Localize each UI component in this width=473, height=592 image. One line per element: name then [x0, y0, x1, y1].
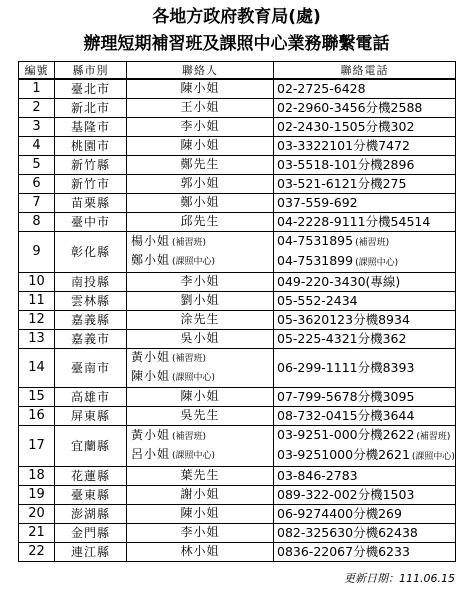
contact-line-note: (補習班)	[172, 353, 207, 364]
contact-line-text: 李小姐	[180, 274, 220, 288]
contact-line-text: 林小姐	[180, 544, 220, 558]
row-phone	[274, 291, 456, 310]
phone-line	[277, 311, 452, 328]
contact-line	[130, 505, 270, 522]
row-phone	[274, 212, 456, 231]
phone-line	[277, 175, 452, 192]
row-number: 8	[19, 212, 55, 231]
row-county: 高雄市	[55, 387, 127, 406]
row-contact	[127, 193, 274, 212]
row-county: 臺北市	[55, 79, 127, 98]
table-header-row	[19, 62, 456, 80]
row-number: 2	[19, 98, 55, 117]
phone-line	[277, 213, 452, 230]
contact-line-text: 涂先生	[180, 312, 220, 326]
row-phone	[274, 406, 456, 425]
row-contact	[127, 174, 274, 193]
phone-line-text: 08-732-0415分機3644	[277, 408, 415, 423]
row-number: 6	[19, 174, 55, 193]
contact-line-text: 楊小姐	[131, 233, 171, 248]
phone-line-text: 04-7531899	[277, 252, 354, 268]
contact-line-text: 陳小姐	[180, 389, 220, 403]
row-contact	[127, 542, 274, 561]
contact-line	[130, 213, 270, 230]
contact-line	[130, 292, 270, 309]
row-phone	[274, 193, 456, 212]
contact-line	[130, 543, 270, 560]
row-number: 19	[19, 485, 55, 504]
phone-line-text: 089-322-002分機1503	[277, 487, 415, 502]
header-contact: 聯絡人	[127, 62, 274, 80]
table-row	[19, 387, 456, 406]
table-row	[19, 79, 456, 98]
phone-line	[277, 388, 452, 405]
row-county: 臺南市	[55, 348, 127, 387]
contact-line	[130, 388, 270, 405]
row-number: 15	[19, 387, 55, 406]
contact-line-text: 吳小姐	[180, 331, 220, 345]
table-row	[19, 155, 456, 174]
contact-line	[131, 349, 270, 368]
contact-line	[130, 99, 270, 116]
phone-line-text: 02-2725-6428	[277, 81, 366, 97]
row-county: 基隆市	[55, 117, 127, 136]
row-contact	[127, 231, 274, 272]
table-row	[19, 523, 456, 542]
contact-line	[130, 175, 270, 192]
row-phone	[274, 231, 456, 272]
phone-line	[277, 232, 452, 252]
contact-line	[130, 273, 270, 290]
contact-line-text: 鄭先生	[180, 157, 220, 171]
phone-line-text: 03-5518-101分機2896	[277, 157, 415, 172]
contact-line-text: 陳小姐	[180, 138, 220, 152]
document-title: 各地方政府教育局(處)	[152, 7, 321, 27]
contact-line-text: 邱先生	[180, 214, 220, 228]
phone-line	[277, 359, 452, 376]
row-number: 21	[19, 523, 55, 542]
row-county: 新北市	[55, 98, 127, 117]
contact-line-note: (補習班)	[172, 237, 207, 248]
phone-line	[277, 524, 452, 541]
row-county: 南投縣	[55, 272, 127, 291]
table-row	[19, 272, 456, 291]
table-row	[19, 174, 456, 193]
phone-line-text: 03-9251-000分機2622	[277, 426, 415, 442]
contact-line-text: 王小姐	[180, 100, 220, 114]
row-phone	[274, 117, 456, 136]
row-phone	[274, 542, 456, 561]
table-row	[19, 485, 456, 504]
row-county: 澎湖縣	[55, 504, 127, 523]
row-contact	[127, 310, 274, 329]
row-county: 金門縣	[55, 523, 127, 542]
row-phone	[274, 485, 456, 504]
row-county: 苗栗縣	[55, 193, 127, 212]
row-number: 4	[19, 136, 55, 155]
phone-line-text: 05-3620123分機8934	[277, 312, 410, 327]
table-row	[19, 425, 456, 466]
row-contact	[127, 136, 274, 155]
phone-line	[277, 407, 452, 424]
contact-line-text: 陳小姐	[180, 506, 220, 520]
row-county: 新竹市	[55, 174, 127, 193]
contact-line-text: 鄭小姐	[180, 195, 220, 209]
phone-line	[277, 156, 452, 173]
document-subtitle: 辦理短期補習班及課照中心業務聯繫電話	[83, 34, 390, 54]
row-number: 17	[19, 425, 55, 466]
contact-line-text: 呂小姐	[131, 446, 171, 461]
row-phone	[274, 329, 456, 348]
row-contact	[127, 98, 274, 117]
contact-line	[130, 330, 270, 347]
phone-line-text: 05-552-2434	[277, 293, 358, 308]
row-phone	[274, 272, 456, 291]
table-row	[19, 193, 456, 212]
row-phone	[274, 98, 456, 117]
contact-line	[130, 156, 270, 173]
phone-line-text: 0836-22067分機6233	[277, 544, 410, 559]
row-number: 9	[19, 231, 55, 272]
contact-line-text: 黃小姐	[131, 349, 171, 364]
phone-line	[277, 505, 452, 522]
phone-line	[277, 486, 452, 503]
table-row	[19, 348, 456, 387]
row-county: 臺東縣	[55, 485, 127, 504]
row-number: 16	[19, 406, 55, 425]
contact-line-note: (課照中心)	[172, 372, 216, 383]
contact-line-text: 陳小姐	[180, 81, 220, 96]
table-row	[19, 117, 456, 136]
row-contact	[127, 504, 274, 523]
phone-line-text: 02-2430-1505分機302	[277, 119, 415, 134]
row-contact	[127, 329, 274, 348]
row-contact	[127, 387, 274, 406]
table-row	[19, 504, 456, 523]
row-contact	[127, 425, 274, 466]
phone-line-text: 082-325630分機62438	[277, 525, 418, 540]
row-contact	[127, 79, 274, 98]
phone-line-text: 04-7531895	[277, 232, 354, 248]
row-phone	[274, 174, 456, 193]
contact-table	[18, 61, 456, 562]
table-row	[19, 136, 456, 155]
row-county: 花蓮縣	[55, 466, 127, 485]
row-contact	[127, 212, 274, 231]
table-row	[19, 329, 456, 348]
phone-line	[277, 467, 452, 484]
row-county: 雲林縣	[55, 291, 127, 310]
row-phone	[274, 136, 456, 155]
phone-line-text: 06-299-1111分機8393	[277, 360, 415, 375]
row-contact	[127, 406, 274, 425]
contact-line	[131, 427, 270, 446]
row-contact	[127, 466, 274, 485]
phone-line-text: 04-2228-9111分機54514	[277, 214, 431, 229]
row-county: 屏東縣	[55, 406, 127, 425]
contact-line-text: 鄭小姐	[131, 252, 171, 267]
contact-line-text: 黃小姐	[131, 427, 171, 442]
contact-line-text: 陳小姐	[131, 368, 171, 383]
phone-line-text: 06-9274400分機269	[277, 506, 402, 521]
row-phone	[274, 348, 456, 387]
row-contact	[127, 348, 274, 387]
phone-line	[277, 118, 452, 135]
header-county: 縣市別	[55, 62, 127, 80]
contact-line	[130, 80, 270, 97]
phone-line	[277, 543, 452, 560]
row-contact	[127, 485, 274, 504]
contact-line-text: 葉先生	[180, 468, 220, 482]
contact-line-text: 吳先生	[180, 408, 220, 422]
contact-line-note: (補習班)	[172, 431, 207, 442]
phone-line-note: (補習班)	[355, 237, 390, 248]
contact-line-text: 李小姐	[180, 525, 220, 539]
table-row	[19, 406, 456, 425]
phone-line-text: 03-846-2783	[277, 468, 358, 483]
row-phone	[274, 79, 456, 98]
row-number: 11	[19, 291, 55, 310]
contact-line-text: 劉小姐	[180, 293, 220, 307]
row-number: 20	[19, 504, 55, 523]
phone-line	[277, 426, 452, 446]
table-row	[19, 98, 456, 117]
phone-line	[277, 194, 452, 211]
row-number: 7	[19, 193, 55, 212]
contact-line	[130, 311, 270, 328]
contact-line-note: (課照中心)	[172, 256, 216, 267]
phone-line	[277, 330, 452, 347]
row-phone	[274, 155, 456, 174]
phone-line	[277, 273, 452, 290]
table-row	[19, 291, 456, 310]
phone-line	[277, 446, 455, 466]
contact-line	[130, 137, 270, 154]
phone-line	[277, 252, 452, 272]
phone-line-text: 049-220-3430(專線)	[277, 274, 401, 289]
phone-line	[277, 80, 452, 97]
row-number: 12	[19, 310, 55, 329]
phone-line-text: 03-3322101分機7472	[277, 138, 410, 153]
phone-line-note: (補習班)	[416, 431, 451, 442]
row-phone	[274, 387, 456, 406]
row-phone	[274, 523, 456, 542]
table-row	[19, 310, 456, 329]
phone-line	[277, 99, 452, 116]
contact-line	[130, 486, 270, 503]
phone-line-text: 05-225-4321分機362	[277, 331, 407, 346]
header-phone: 聯絡電話	[274, 62, 456, 80]
row-county: 嘉義縣	[55, 310, 127, 329]
row-phone	[274, 504, 456, 523]
table-body	[19, 79, 456, 561]
phone-line	[277, 137, 452, 154]
row-county: 嘉義市	[55, 329, 127, 348]
row-number: 14	[19, 348, 55, 387]
row-number: 5	[19, 155, 55, 174]
row-number: 3	[19, 117, 55, 136]
row-phone	[274, 425, 456, 466]
contact-line	[131, 446, 270, 465]
row-number: 1	[19, 79, 55, 98]
contact-line	[130, 407, 270, 424]
row-phone	[274, 310, 456, 329]
row-county: 新竹縣	[55, 155, 127, 174]
contact-line	[130, 194, 270, 211]
row-number: 10	[19, 272, 55, 291]
phone-line-text: 03-9251000分機2621	[277, 446, 410, 462]
table-row	[19, 466, 456, 485]
row-county: 連江縣	[55, 542, 127, 561]
phone-line-text: 03-521-6121分機275	[277, 176, 407, 191]
table-row	[19, 212, 456, 231]
phone-line-note: (課照中心)	[411, 451, 455, 462]
row-contact	[127, 155, 274, 174]
update-date: 更新日期：111.06.15	[344, 572, 455, 585]
row-contact	[127, 117, 274, 136]
row-contact	[127, 291, 274, 310]
contact-line	[131, 233, 270, 252]
table-row	[19, 542, 456, 561]
phone-line-text: 037-559-692	[277, 195, 358, 210]
table-row	[19, 231, 456, 272]
row-number: 22	[19, 542, 55, 561]
contact-line	[131, 368, 270, 387]
phone-line-text: 02-2960-3456分機2588	[277, 100, 423, 115]
contact-line	[131, 252, 270, 271]
contact-line	[130, 467, 270, 484]
row-county: 彰化縣	[55, 231, 127, 272]
contact-line-note: (課照中心)	[172, 450, 216, 461]
row-county: 桃園市	[55, 136, 127, 155]
row-phone	[274, 466, 456, 485]
row-contact	[127, 523, 274, 542]
contact-line	[130, 524, 270, 541]
phone-line-text: 07-799-5678分機3095	[277, 389, 415, 404]
row-number: 13	[19, 329, 55, 348]
row-county: 宜蘭縣	[55, 425, 127, 466]
row-contact	[127, 272, 274, 291]
row-county: 臺中市	[55, 212, 127, 231]
contact-line	[130, 118, 270, 135]
header-number: 編號	[19, 62, 55, 80]
phone-line-note: (課照中心)	[355, 257, 399, 268]
contact-line-text: 郭小姐	[180, 176, 220, 190]
contact-line-text: 李小姐	[180, 119, 220, 133]
phone-line	[277, 292, 452, 309]
row-number: 18	[19, 466, 55, 485]
contact-line-text: 謝小姐	[180, 487, 220, 501]
